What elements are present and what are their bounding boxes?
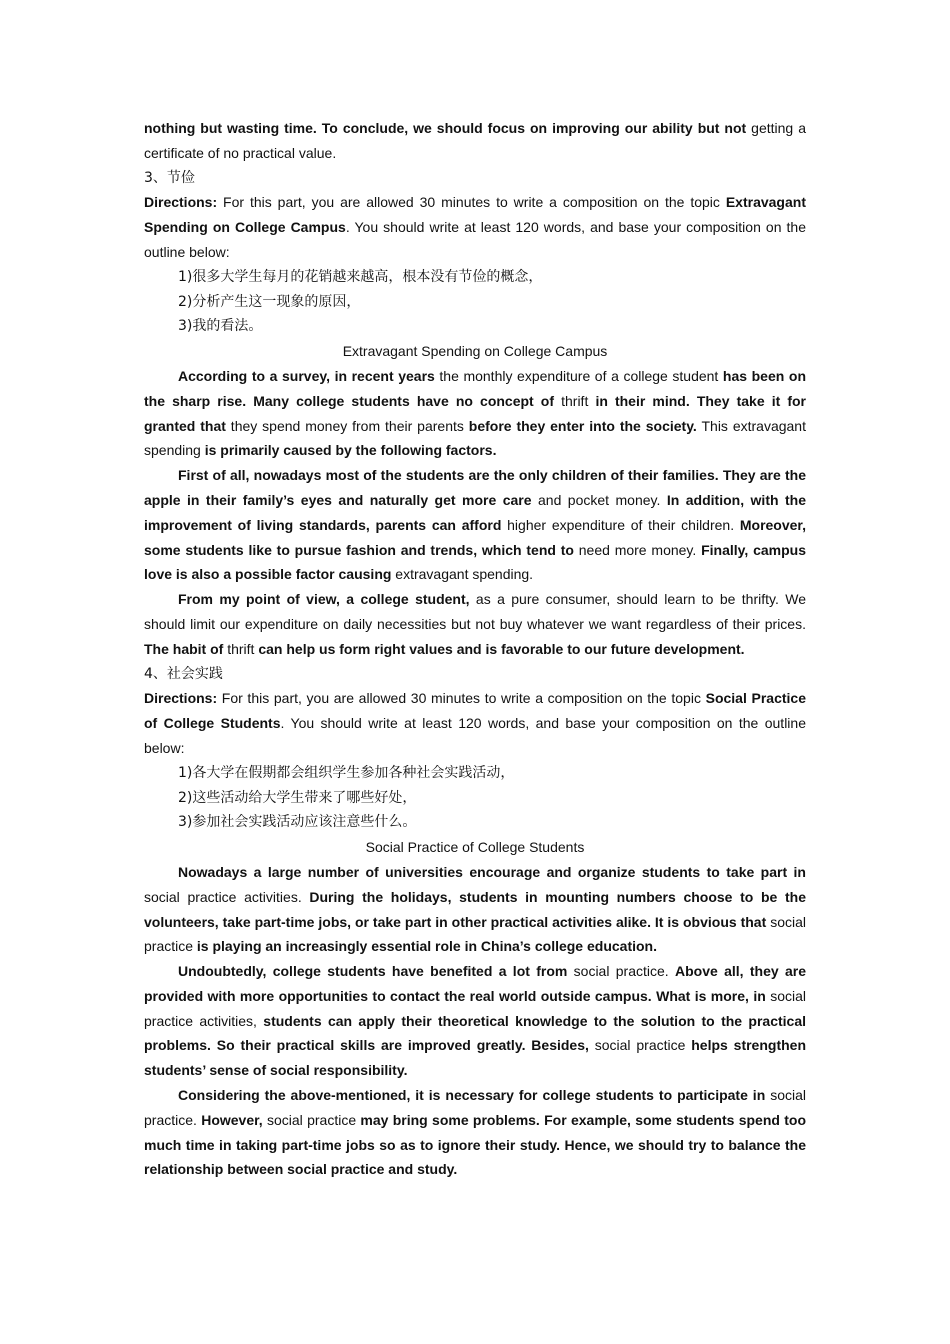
carryover-paragraph: [144, 116, 806, 166]
text-run: and pocket money.: [531, 491, 667, 508]
directions-thrift: [144, 190, 806, 264]
bold-run: in their mind. They take it for granted that: [144, 392, 807, 434]
text-run: social practice: [262, 1111, 361, 1128]
bold-run: nothing but wasting time. To conclude, we should focus on improving our ability but not: [144, 120, 747, 136]
essay-paragraph: [144, 587, 806, 661]
text-run: social practice activities,: [144, 987, 806, 1029]
section-heading-thrift: 3、节俭: [144, 169, 195, 186]
text-run: social practice.: [144, 1087, 806, 1128]
bold-run: According to a survey, in recent years: [178, 367, 435, 384]
essay-paragraph: [144, 959, 806, 1083]
essay-paragraph: [144, 1083, 806, 1182]
bold-run: Nowadays a large number of universities encourage and organize students to take part in: [178, 863, 806, 880]
text-run: social practice: [144, 913, 806, 955]
text-run: higher expenditure of their children.: [501, 516, 740, 533]
bold-run: may bring some problems. For example, some students spend too much time in taking part-time jobs so as to ignore their study. Hence, we should try to balance the relationship between social practice and study.: [144, 1111, 806, 1178]
text-run: getting a certificate of no practical value.: [144, 120, 806, 161]
text-run: the monthly expenditure of a college student: [434, 367, 723, 384]
bold-run: Considering the above-mentioned, it is necessary for college students to participate in: [178, 1087, 766, 1104]
outline-item: 3)我的看法。: [178, 318, 263, 335]
bold-run: has been on the sharp rise. Many college students have no concept of: [144, 367, 807, 409]
bold-run: is primarily caused by the following factors.: [204, 442, 497, 459]
outline-item: 2)分析产生这一现象的原因，: [178, 293, 361, 310]
text-run: need more money.: [573, 541, 702, 558]
bold-run: can help us form right values and is favorable to our future development.: [258, 640, 745, 657]
topic-title: Social Practice of College Students: [144, 690, 806, 732]
text-run: social practice activities.: [144, 888, 310, 905]
bold-run: Undoubtedly, college students have benefited a lot from: [178, 963, 568, 980]
text-run: social practice: [588, 1037, 692, 1054]
bold-run: First of all, nowadays most of the students are the only children of their families. They are the apple in their family’s eyes and naturally get more care: [144, 467, 806, 508]
essay-paragraph: [144, 364, 806, 463]
topic-title: Extravagant Spending on College Campus: [144, 194, 806, 236]
text-run: they spend money from their parents: [225, 417, 469, 434]
bold-run: During the holidays, students in mounting numbers choose to be the volunteers, take part-time jobs, or take part in other practical activities alike. It is obvious that: [144, 888, 806, 930]
bold-run: From my point of view, a college student,: [178, 591, 470, 608]
bold-run: In addition, with the improvement of living standards, parents can afford: [144, 491, 806, 533]
essay-title-thrift: Extravagant Spending on College Campus: [342, 343, 608, 360]
bold-run: Finally, campus love is also a possible factor causing: [144, 541, 806, 583]
text-run: . You should write at least 120 words, and base your composition on the outline below:: [144, 219, 806, 260]
bold-run: students can apply their theoretical knowledge to the solution to the practical problems. So their practical skills are improved greatly. Besides,: [144, 1012, 806, 1054]
bold-run: is playing an increasingly essential role in China’s college education.: [196, 938, 657, 955]
bold-run: Above all, they are provided with more opportunities to contact the real world outside campus. What is more, in: [144, 963, 807, 1004]
text-run: For this part, you are allowed 30 minutes to write a composition on the topic: [217, 690, 706, 707]
directions-label: Directions:: [144, 690, 218, 707]
outline-item: 2)这些活动给大学生带来了哪些好处，: [178, 789, 417, 806]
text-run: social practice.: [567, 963, 675, 980]
text-run: thrift: [554, 392, 596, 409]
text-run: This extravagant spending: [144, 417, 806, 459]
bold-run: before they enter into the society.: [468, 417, 697, 434]
bold-run: Moreover, some students like to pursue fashion and trends, which tend to: [144, 516, 806, 558]
directions-label: Directions:: [144, 194, 218, 211]
essay-paragraph: [144, 463, 806, 587]
section-heading-social-practice: 4、社会实践: [144, 665, 223, 682]
text-run: as a pure consumer, should learn to be thrifty. We should limit our expenditure on daily necessities but not buy whatever we want regardless of their prices.: [144, 591, 806, 632]
text-run: extravagant spending.: [391, 566, 534, 583]
document-page: [144, 116, 806, 1182]
essay-paragraph: [144, 860, 806, 959]
outline-item: 1)各大学在假期都会组织学生参加各种社会实践活动，: [178, 764, 515, 781]
essay-title-social-practice: Social Practice of College Students: [365, 839, 585, 856]
text-run: . You should write at least 120 words, and base your composition on the outline below:: [144, 715, 806, 756]
bold-run: The habit of: [144, 640, 224, 657]
text-run: thrift: [223, 640, 259, 657]
text-run: For this part, you are allowed 30 minutes to write a composition on the topic: [217, 194, 726, 211]
outline-item: 3)参加社会实践活动应该注意些什么。: [178, 814, 417, 831]
bold-run: helps strengthen students’ sense of social responsibility.: [144, 1037, 806, 1079]
outline-item: 1)很多大学生每月的花销越来越高，根本没有节俭的概念，: [178, 268, 543, 285]
directions-social-practice: [144, 686, 806, 760]
bold-run: However,: [201, 1111, 263, 1128]
